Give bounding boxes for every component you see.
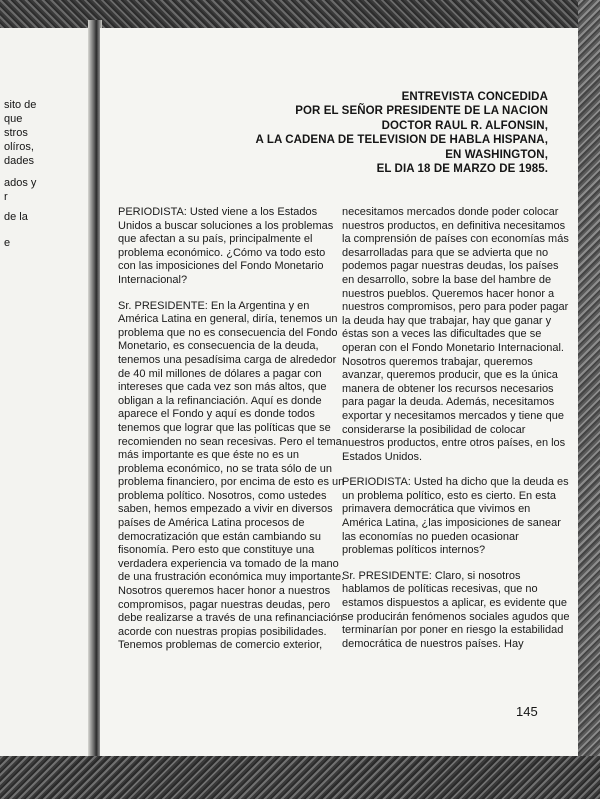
right-column <box>342 206 570 663</box>
president-answer: Sr. PRESIDENTE: En la Argentina y en América Latina en general, diría, tenemos un problema que no es consecuencia del Fondo Monetario, es consecuencia de la deuda, tenemos una pesadísima carga de alrededor de 40 mil millones de dólares a pagar con intereses que cada vez son más altos, que obligan a la refinanciación. Aquí es donde aparece el Fondo y aquí es donde todos tenemos que lograr que las políticas que se recomienden no sean recesivas. Pero el tema más importante es que éste no es un problema económico, no se trata sólo de un problema financiero, por encima de esto es un problema político. Nosotros, como ustedes saben, hemos empezado a vivir en diversos países de América Latina procesos de democratización que están cambiando su fisonomía. Pero esto que constituye una verdadera experiencia va tomado de la mano de una frustración económica muy importante. Nosotros queremos hacer honor a nuestros compromisos, pagar nuestras deudas, pero debe realizarse a través de una refinanciación acorde con nuestras propias posibilidades. Tenemos problemas de comercio exterior, <box>118 299 345 652</box>
header-line: POR EL SEÑOR PRESIDENTE DE LA NACION <box>295 105 548 118</box>
president-answer: Sr. PRESIDENTE: Claro, si nosotros hablamos de políticas recesivas, que no estamos dispuestos a aplicar, es evidente que se producirán fenómenos sociales agudos que terminarían por poner en riesgo la estabilidad democrática de nuestros países. Hay <box>342 569 570 650</box>
previous-page-text: r <box>4 191 8 203</box>
previous-page-text: de la <box>4 211 28 223</box>
previous-page-text: e <box>4 237 11 249</box>
header-line: EL DIA 18 DE MARZO DE 1985. <box>376 163 548 176</box>
header-line: EN WASHINGTON, <box>445 148 548 161</box>
page-number: 145 <box>516 704 538 719</box>
header-line: DOCTOR RAUL R. ALFONSIN, <box>381 119 548 132</box>
previous-page-text: que <box>4 113 23 125</box>
previous-page-text: stros <box>4 127 28 139</box>
left-column <box>118 206 346 665</box>
interview-header <box>256 90 548 176</box>
scan-border-bottom <box>0 756 600 799</box>
header-line: ENTREVISTA CONCEDIDA <box>401 91 548 103</box>
scan-border-right <box>578 0 600 799</box>
previous-page-text: olíros, <box>4 141 34 153</box>
journalist-question: PERIODISTA: Usted ha dicho que la deuda es un problema político, esto es cierto. En esta primavera democrática que vivimos en América Latina, ¿las imposiciones de sanear las economías no pueden ocasionar problemas políticos internos? <box>342 476 569 557</box>
header-line: A LA CADENA DE TELEVISION DE HABLA HISPANA, <box>255 134 548 147</box>
president-answer-continued: necesitamos mercados donde poder colocar nuestros productos, en definitiva necesitamos la comprensión de países con economías más desarrolladas para que se advierta que no podemos pagar nuestras deudas, los países en desarrollo, sobre la base del hambre de nuestros pueblos. Queremos hacer honor a nuestros compromisos, pero para poder pagar la deuda hay que trabajar, hay que ganar y éstas son a veces las dificultades que se operan con el Fondo Monetario Internacional. Nosotros queremos trabajar, queremos avanzar, queremos producir, que es la única manera de obtener los recursos necesarios para pagar la deuda. Además, necesitamos exportar y necesitamos mercados y tiene que considerarse la posibilidad de colocar nuestros productos, entre otros países, en los Estados Unidos. <box>342 206 569 463</box>
journalist-question: PERIODISTA: Usted viene a los Estados Unidos a buscar soluciones a los problemas que afectan a su país, principalmente el problema económico. ¿Cómo va todo esto con las imposiciones del Fondo Monetario Internacional? <box>118 206 334 286</box>
previous-page-strip <box>0 28 92 762</box>
previous-page-text: ados y <box>4 177 37 189</box>
previous-page-text: sito de <box>4 99 37 111</box>
previous-page-text: dades <box>4 155 34 167</box>
document-page <box>100 28 578 762</box>
